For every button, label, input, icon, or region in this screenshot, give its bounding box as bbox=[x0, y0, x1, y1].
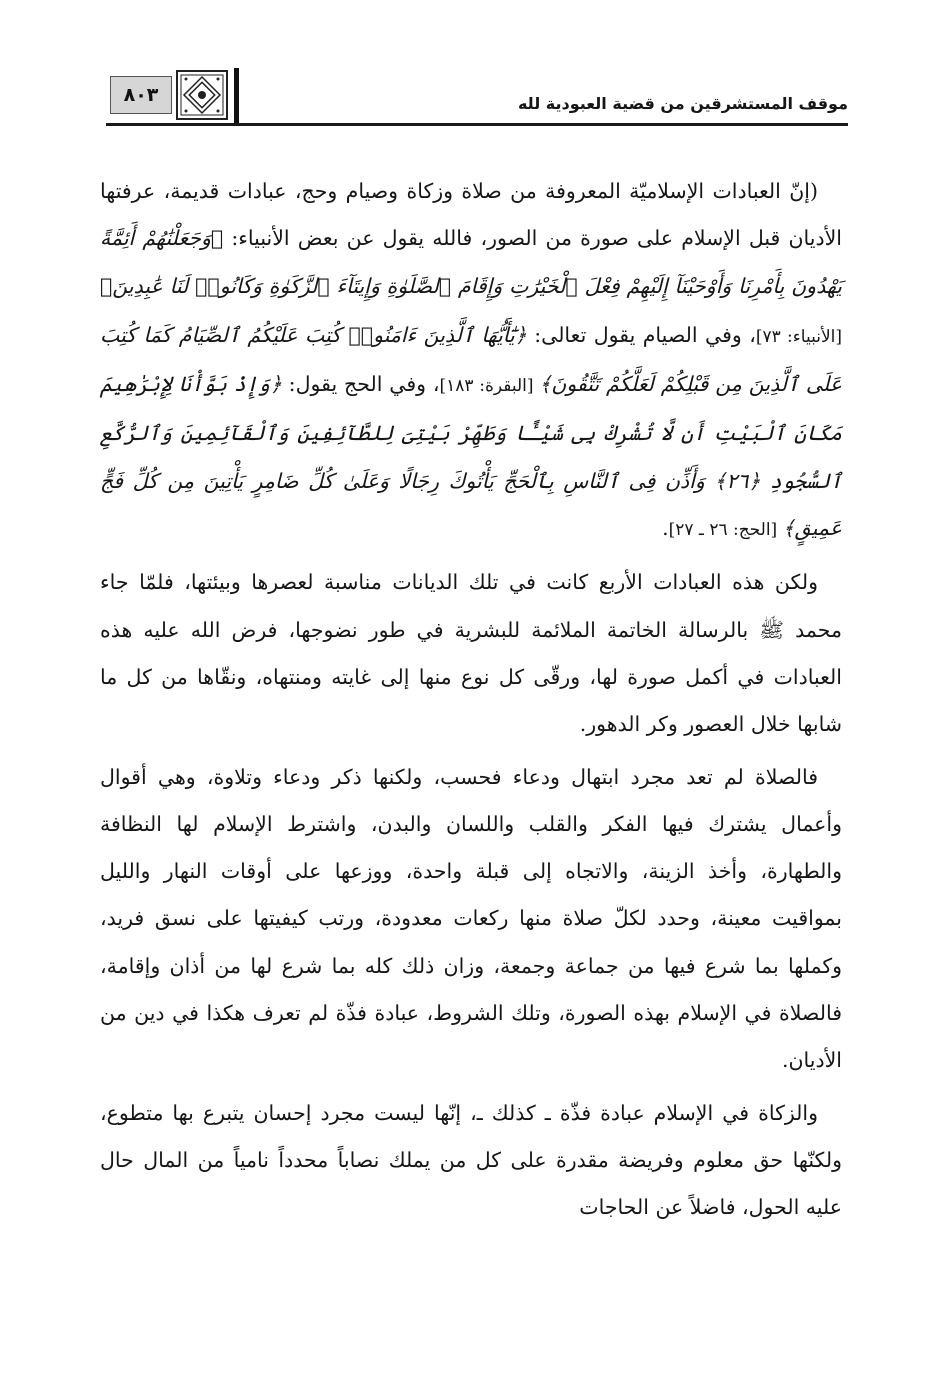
page-header bbox=[106, 68, 848, 132]
paragraph bbox=[100, 559, 842, 748]
running-title: موقف المستشرقين من قضية العبودية لله bbox=[517, 94, 848, 113]
body-text: والزكاة في الإسلام عبادة فذّة ـ كذلك ـ، إنّها ليست مجرد إحسان يتبرع بها متطوع، ولكنّها حق معلوم وفريضة مقدرة على كل من يملك نصاباً محدداً نامياً من المال حال عليه الحول، فاضلاً عن الحاجات bbox=[100, 1100, 842, 1220]
body-text: فالصلاة لم تعد مجرد ابتهال ودعاء فحسب، ولكنها ذكر ودعاء وتلاوة، وهي أقوال وأعمال يشترك فيها الفكر والقلب واللسان والبدن، واشترط الإسلام لها النظافة والطهارة، وأخذ الزينة، والاتجاه إلى قبلة واحدة، ووزعها على أوقات النهار والليل بمواقيت معينة، وحدد لكلّ صلاة منها ركعات معدودة، ورتب كيفيتها على نسق فريد، وكملها بما شرع فيها من جماعة وجمعة، وزان ذلك كله بما شرع لها من أذان وإقامة، فالصلاة في الإسلام بهذه الصورة، وتلك الشروط، عبادة فذّة لم تعرف هكذا في دين من الأديان. bbox=[100, 764, 842, 1073]
quran-verse: ﴿وَجَعَلْنَٰهُمْ أَئِمَّةً يَهْدُونَ بِأَمْرِنَا وَأَوْحَيْنَآ إِلَيْهِمْ فِعْلَ ٱلْخَيْرَٰتِ وَإِقَامَ ٱلصَّلَوٰةِ وَإِيتَآءَ ٱلزَّكَوٰةِ وَكَانُوا۟ لَنَا عَٰبِدِينَ﴾ bbox=[100, 226, 842, 298]
paragraph bbox=[100, 168, 842, 554]
header-rule bbox=[106, 123, 848, 126]
verse-citation: [البقرة: ١٨٣] bbox=[439, 376, 540, 397]
body-text: . bbox=[662, 516, 669, 541]
body-text: ، وفي الصيام يقول تعالى: bbox=[526, 322, 756, 347]
page-body bbox=[100, 168, 842, 1232]
quran-verse: ﴿وَإِذْ بَوَّأْنَا لِإِبْرَٰهِيمَ مَكَانَ ٱلْبَيْتِ أَن لَّا تُشْرِكْ بِى شَيْـًٔا وَطَهِّرْ بَيْتِىَ لِلطَّآئِفِينَ وَٱلْقَآئِمِينَ وَٱلرُّكَّعِ ٱلسُّجُودِ ﴿٢٦﴾ وَأَذِّن فِى ٱلنَّاسِ بِٱلْحَجِّ يَأْتُوكَ رِجَالًا وَعَلَىٰ كُلِّ ضَامِرٍ يَأْتِينَ مِن كُلِّ فَجٍّ عَمِيقٍ﴾ bbox=[100, 372, 842, 541]
body-text: ولكن هذه العبادات الأربع كانت في تلك الديانات مناسبة لعصرها وبيئتها، فلمّا جاء محمد ﷺ بالرسالة الخاتمة الملائمة للبشرية في طور نضوجها، فرض الله عليه هذه العبادات في أكمل صورة لها، ورقّى كل نوع منها إلى غايته ومنتهاه، ونقّاها من كل ما شابها خلال العصور وكر الدهور. bbox=[100, 570, 842, 737]
body-text: ، وفي الحج يقول: bbox=[281, 372, 440, 397]
quran-verse: ﴿يَٰٓأَيُّهَا ٱلَّذِينَ ءَامَنُوا۟ كُتِبَ عَلَيْكُمُ ٱلصِّيَامُ كَمَا كُتِبَ عَلَى ٱلَّذِينَ مِن قَبْلِكُمْ لَعَلَّكُمْ تَتَّقُونَ﴾ bbox=[100, 322, 842, 397]
header-divider bbox=[234, 68, 239, 126]
verse-citation: [الحج: ٢٦ ـ ٢٧] bbox=[668, 520, 783, 541]
verse-citation: [الأنبياء: ٧٣] bbox=[755, 326, 842, 347]
body-text: (إنّ العبادات الإسلاميّة المعروفة من صلاة وزكاة وصيام وحج، عبادات قديمة، عرفتها الأديان قبل الإسلام على صورة من الصور، فالله يقول عن بعض الأنبياء: bbox=[100, 179, 842, 251]
ornament-icon bbox=[176, 70, 228, 120]
paragraph bbox=[100, 754, 842, 1085]
paragraph bbox=[100, 1090, 842, 1232]
page-number: ٨٠٣ bbox=[110, 76, 172, 114]
